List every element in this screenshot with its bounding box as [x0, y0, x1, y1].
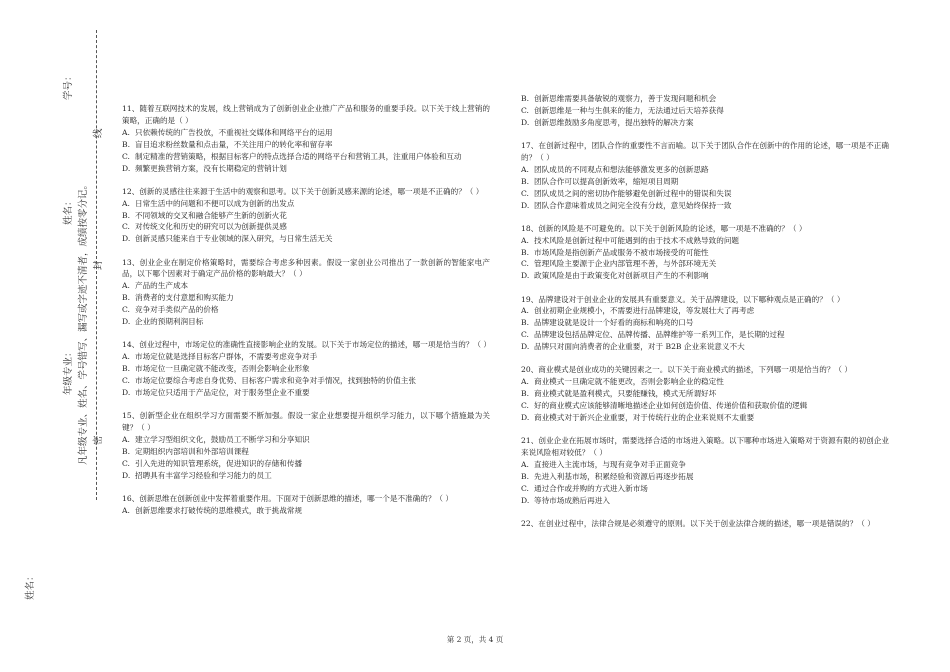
option-text: 商业模式对于新兴企业重要，对于传统行业的企业来说则不太重要 — [534, 413, 755, 423]
option-text: 创新思维要求打破传统的思维模式，敢于挑战常规 — [135, 505, 303, 515]
answer-option — [122, 505, 490, 517]
question-stem: 19、品牌建设对于创业企业的发展具有重要意义。关于品牌建设，以下哪种观点是正确的？（ ） — [521, 294, 845, 304]
option-letter: A. — [122, 127, 130, 137]
option-text: 通过合作或并购的方式进入新市场 — [534, 483, 648, 493]
answer-option — [122, 446, 490, 458]
answer-option — [521, 459, 889, 471]
option-letter: A. — [122, 198, 130, 208]
option-letter: D. — [521, 342, 530, 352]
option-letter: B. — [521, 247, 529, 257]
option-letter: D. — [122, 387, 131, 397]
answer-option — [122, 434, 490, 446]
option-letter: D. — [122, 470, 131, 480]
option-text: 团队成员之间的密切协作能够避免创新过程中的错误和失误 — [534, 188, 732, 198]
answer-option — [122, 458, 490, 470]
answer-option — [122, 163, 490, 175]
question-block — [521, 294, 889, 354]
answer-option — [521, 400, 889, 412]
option-text: 消费者的支付意愿和购买能力 — [135, 293, 234, 303]
option-text: 市场定位一旦确定就不能改变，否则会影响企业形象 — [135, 364, 310, 374]
student-id-label: 学号： — [63, 71, 74, 100]
option-text: 直接进入主流市场，与现有竞争对手正面竞争 — [534, 460, 686, 470]
option-text: 不同领域的交叉和融合能够产生新的创新火花 — [135, 210, 287, 220]
option-letter: C. — [122, 458, 130, 468]
answer-option — [521, 247, 889, 259]
option-letter: B. — [122, 139, 130, 149]
page-footer: 第 2 页，共 4 页 — [446, 635, 504, 644]
answer-option — [122, 470, 490, 482]
option-letter: D. — [521, 271, 530, 281]
option-letter: C. — [521, 483, 529, 493]
question-stem: 12、创新的灵感往往来源于生活中的观察和思考。以下关于创新灵感来源的论述，哪一项是不正确的？（ ） — [122, 186, 484, 196]
option-letter: C. — [521, 330, 529, 340]
option-text: 商业模式就是盈利模式，只要能赚钱，模式无所谓好坏 — [534, 389, 717, 399]
answer-option — [521, 188, 889, 200]
option-text: 团队合作可以提高创新效率，缩短项目周期 — [534, 176, 679, 186]
question-stem: 18、创新的风险是不可避免的。以下关于创新风险的论述，哪一项是不准确的？（ ） — [521, 223, 807, 233]
option-text: 技术风险是创新过程中可能遇到的由于技术不成熟导致的问题 — [534, 235, 740, 245]
option-letter: D. — [521, 413, 530, 423]
answer-option — [122, 198, 490, 210]
question-stem: 13、创业企业在制定价格策略时，需要综合考虑多种因素。假设一家创业公司推出了一款创新的智能家电产品，以下哪个因素对于确定产品价格的影响最大？（ ） — [122, 257, 490, 279]
question-stem: 17、在创新过程中，团队合作的重要性不言而喻。以下关于团队合作在创新中的作用的论述，哪一项是不正确的？（ ） — [521, 141, 889, 162]
question-block — [521, 364, 889, 424]
question-stem: 16、创新思维在创新创业中发挥着重要作用。下面对于创新思维的描述，哪一个是不准确的？（ ） — [122, 493, 454, 503]
question-block — [521, 518, 889, 530]
seal-mark-feng: 封 — [93, 260, 104, 270]
option-letter: D. — [122, 317, 131, 327]
option-letter: A. — [521, 460, 529, 470]
option-text: 市场定位就是选择目标客户群体，不需要考虑竞争对手 — [135, 352, 318, 362]
option-letter: C. — [122, 151, 130, 161]
option-letter: D. — [122, 234, 131, 244]
question-block — [521, 140, 889, 211]
option-letter: C. — [521, 105, 529, 115]
option-letter: D. — [122, 163, 131, 173]
option-letter: C. — [521, 259, 529, 269]
option-text: 创新思维需要具备敏锐的观察力，善于发现问题和机会 — [534, 94, 717, 103]
answer-option — [122, 221, 490, 233]
option-letter: C. — [521, 188, 529, 198]
option-text: 创业初期企业规模小，不需要进行品牌建设，等发展壮大了再考虑 — [534, 306, 755, 316]
option-text: 引入先进的知识管理系统，促进知识的存储和传播 — [135, 458, 303, 468]
option-text: 管理风险主要源于企业内部管理不善，与外部环境无关 — [534, 259, 717, 269]
option-letter: A. — [521, 377, 529, 387]
option-text: 日常生活中的问题和不便可以成为创新的出发点 — [135, 198, 295, 208]
answer-option — [521, 376, 889, 388]
option-text: 政策风险是由于政策变化对创新项目产生的不利影响 — [534, 271, 709, 281]
option-text: 先进入利基市场，积累经验和资源后再逐步拓展 — [534, 471, 694, 481]
option-letter: A. — [122, 434, 130, 444]
question-stem: 22、在创业过程中，法律合规是必须遵守的原则。以下关于创业法律合规的描述，哪一项是错误的？（ ） — [521, 518, 875, 528]
question-block — [521, 435, 889, 506]
option-text: 招聘具有丰富学习经验和学习能力的员工 — [135, 470, 272, 480]
option-letter: C. — [521, 401, 529, 411]
option-letter: C. — [122, 305, 130, 315]
option-letter: C. — [122, 376, 130, 386]
answer-option — [521, 412, 889, 424]
answer-option — [122, 316, 490, 328]
answer-option — [122, 139, 490, 151]
option-letter: B. — [122, 446, 130, 456]
binding-dashed-line — [96, 30, 97, 500]
option-text: 创新思维鼓励多角度思考，提出独特的解决方案 — [534, 117, 694, 127]
answer-option — [521, 176, 889, 188]
question-block — [122, 339, 490, 399]
option-text: 盲目追求粉丝数量和点击量，不关注用户的转化率和留存率 — [135, 139, 333, 149]
option-text: 市场定位要综合考虑自身优势、目标客户需求和竞争对手情况，找到独特的价值主张 — [135, 376, 416, 386]
option-letter: A. — [521, 306, 529, 316]
answer-option — [521, 105, 889, 117]
answer-option — [521, 471, 889, 483]
answer-option — [521, 164, 889, 176]
option-letter: B. — [521, 389, 529, 399]
answer-option — [122, 292, 490, 304]
answer-option — [122, 210, 490, 222]
answer-option — [521, 317, 889, 329]
answer-option — [521, 483, 889, 495]
name-label: 姓名： — [63, 196, 74, 225]
answer-option — [521, 270, 889, 282]
question-block — [521, 93, 889, 129]
answer-option — [122, 304, 490, 316]
answer-option — [122, 127, 490, 139]
option-text: 企业的预期利润目标 — [135, 317, 204, 327]
option-text: 竞争对手类似产品的价格 — [135, 305, 219, 315]
option-text: 建立学习型组织文化，鼓励员工不断学习和分享知识 — [135, 434, 310, 444]
question-stem: 15、创新型企业在组织学习方面需要不断加强。假设一家企业想要提升组织学习能力，以下哪个措施最为关键？（ ） — [122, 411, 490, 433]
question-stem: 20、商业模式是创业成功的关键因素之一。以下关于商业模式的描述，下列哪一项是恰当的？（ ） — [521, 365, 853, 375]
option-text: 品牌建设就是设计一个好看的商标和响亮的口号 — [534, 318, 694, 328]
answer-option — [122, 280, 490, 292]
option-letter: D. — [521, 117, 530, 127]
option-letter: C. — [122, 222, 130, 232]
question-stem: 14、创业过程中，市场定位的准确性直接影响企业的发展。以下关于市场定位的描述，哪一项是恰当的？（ ） — [122, 340, 491, 350]
option-text: 团队成员的不同观点和想法能够激发更多的创新思路 — [534, 164, 709, 174]
answer-option — [122, 375, 490, 387]
option-text: 商业模式一旦确定就不能更改，否则会影响企业的稳定性 — [534, 377, 724, 387]
option-letter: A. — [122, 505, 130, 515]
answer-option — [521, 117, 889, 129]
option-text: 等待市场成熟后再进入 — [534, 495, 610, 505]
option-letter: B. — [521, 176, 529, 186]
option-letter: A. — [122, 352, 130, 362]
option-text: 市场定位只适用于产品定位，对于服务型企业不重要 — [135, 387, 310, 397]
answer-option — [521, 258, 889, 270]
option-text: 品牌建设包括品牌定位、品牌传播、品牌维护等一系列工作，是长期的过程 — [534, 330, 785, 340]
answer-option — [122, 151, 490, 163]
option-text: 制定精准的营销策略，根据目标客户的特点选择合适的网络平台和营销工具，注重用户体验和互动 — [135, 151, 462, 161]
question-block — [122, 257, 490, 328]
question-stem: 21、创业企业在拓展市场时，需要选择合适的市场进入策略。以下哪种市场进入策略对于资源有限的初创企业来说风险相对较低？（ ） — [521, 436, 889, 458]
option-text: 市场风险是指创新产品或服务不被市场接受的可能性 — [534, 247, 709, 257]
right-question-column — [521, 93, 889, 541]
question-block — [122, 410, 490, 481]
option-text: 只依赖传统的广告投放，不重视社交媒体和网络平台的运用 — [135, 127, 333, 137]
seal-line-notice: 凡年级专业、姓名、学号错写、漏写或字迹不清者，成绩按零分记。 — [78, 179, 89, 465]
question-block — [122, 103, 490, 174]
question-stem: 11、随着互联网技术的发展，线上营销成为了创新创业企业推广产品和服务的重要手段。以下关于线上营销的策略，正确的是（ ） — [122, 104, 490, 125]
option-letter: D. — [521, 495, 530, 505]
school-label: 姓名： — [25, 571, 36, 600]
option-text: 创新思维是一种与生俱来的能力，无法通过后天培养获得 — [534, 105, 724, 115]
question-block — [521, 223, 889, 283]
answer-option — [521, 235, 889, 247]
question-block — [122, 186, 490, 246]
option-text: 创新灵感只能来自于专业领域的深入研究，与日常生活无关 — [135, 234, 333, 244]
option-text: 品牌只对面向消费者的企业重要，对于 B2B 企业来说意义不大 — [534, 342, 745, 352]
answer-option — [521, 341, 889, 353]
option-text: 产品的生产成本 — [135, 281, 189, 291]
option-letter: B. — [521, 318, 529, 328]
option-letter: B. — [521, 94, 529, 103]
option-letter: B. — [122, 210, 130, 220]
option-letter: B. — [521, 471, 529, 481]
answer-option — [521, 329, 889, 341]
answer-option — [521, 93, 889, 105]
answer-option — [521, 495, 889, 507]
option-letter: A. — [521, 164, 529, 174]
answer-option — [122, 351, 490, 363]
class-label: 年级专业： — [63, 347, 74, 395]
answer-option — [521, 305, 889, 317]
binding-margin — [0, 0, 104, 672]
answer-option — [122, 233, 490, 245]
left-question-column — [122, 103, 490, 528]
answer-option — [521, 200, 889, 212]
option-text: 团队合作意味着成员之间完全没有分歧，意见始终保持一致 — [534, 200, 732, 210]
answer-option — [122, 387, 490, 399]
option-letter: D. — [521, 200, 530, 210]
answer-option — [122, 363, 490, 375]
option-text: 对传统文化和历史的研究可以为创新提供灵感 — [135, 222, 287, 232]
seal-mark-mi: 密 — [93, 435, 104, 445]
answer-option — [521, 388, 889, 400]
option-text: 好的商业模式应该能够清晰地描述企业如何创造价值、传递价值和获取价值的逻辑 — [534, 401, 808, 411]
option-letter: A. — [521, 235, 529, 245]
option-letter: B. — [122, 293, 130, 303]
option-text: 频繁更换营销方案，没有长期稳定的营销计划 — [135, 163, 287, 173]
question-block — [122, 493, 490, 517]
option-letter: A. — [122, 281, 130, 291]
option-text: 定期组织内部培训和外部培训课程 — [135, 446, 249, 456]
seal-mark-xian: 线 — [93, 128, 104, 138]
option-letter: B. — [122, 364, 130, 374]
